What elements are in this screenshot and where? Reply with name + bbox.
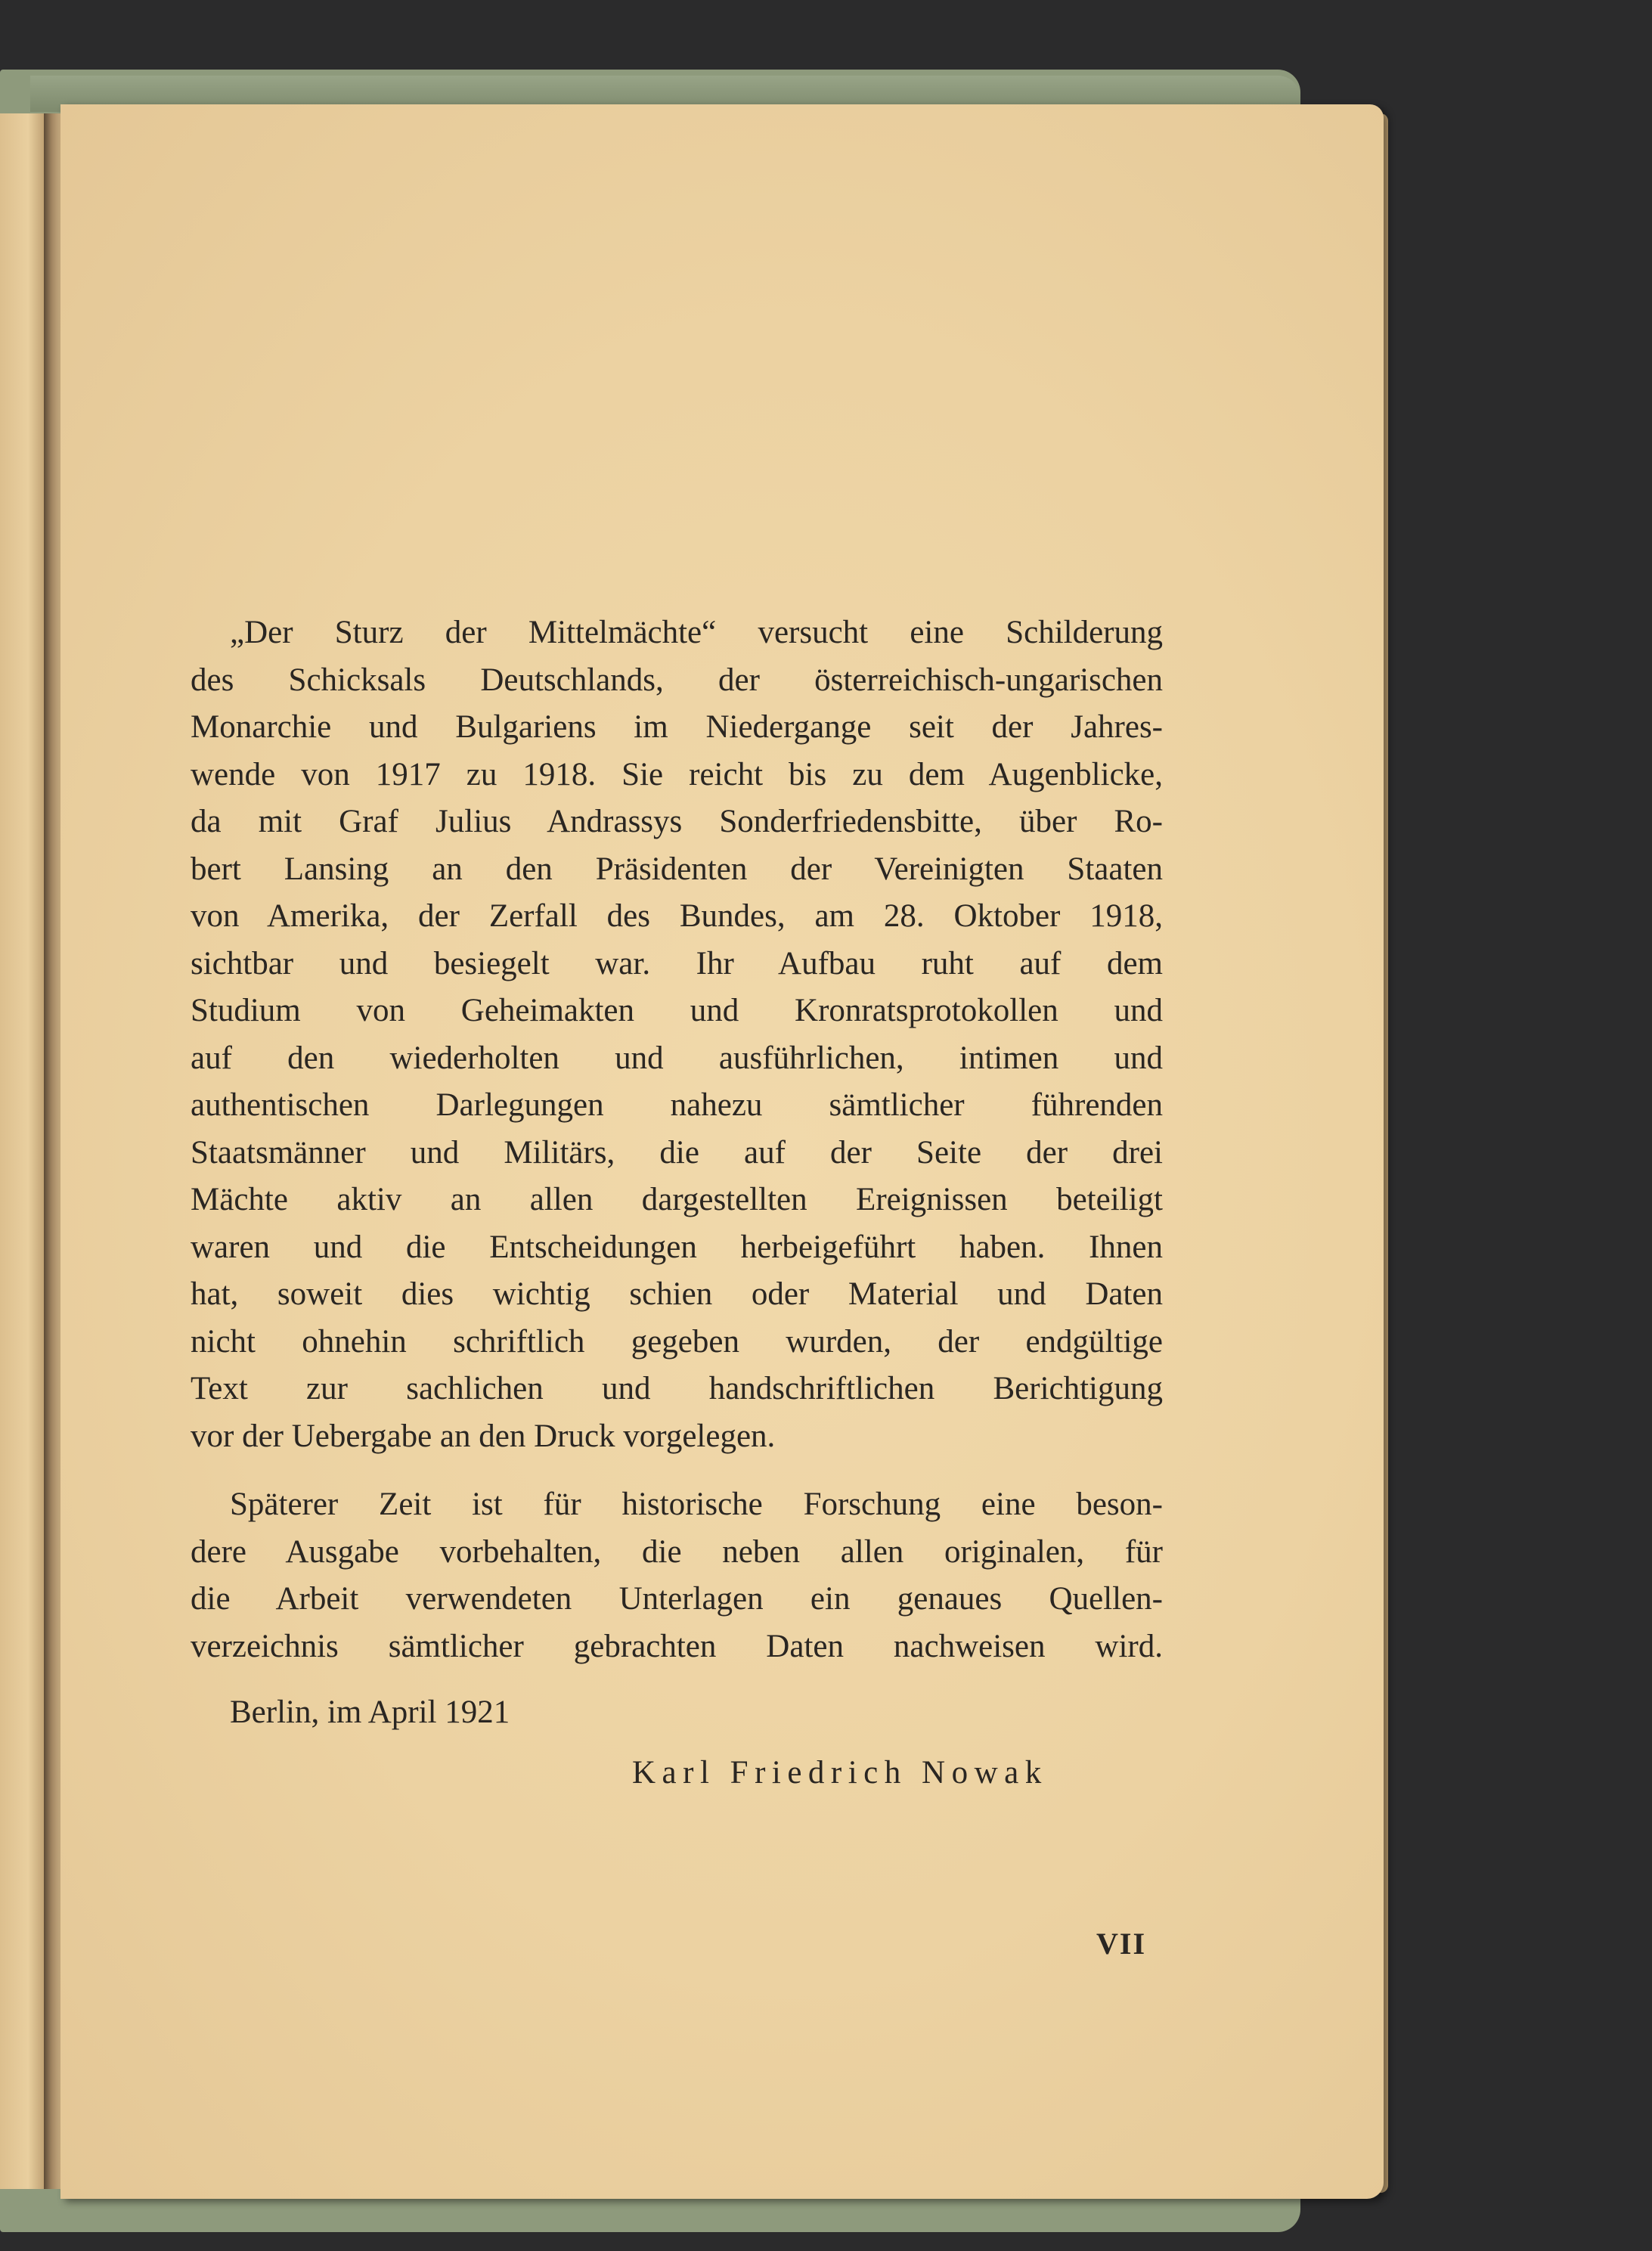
text-line: bert Lansing an den Präsidenten der Vereinigten Staaten <box>191 851 1163 887</box>
text-line: vor der Uebergabe an den Druck vorgelegen. <box>191 1418 776 1454</box>
text-line: von Amerika, der Zerfall des Bundes, am 28. Oktober 1918, <box>191 898 1163 934</box>
text-line: hat, soweit dies wichtig schien oder Material und Daten <box>191 1276 1163 1312</box>
text-line: da mit Graf Julius Andrassys Sonderfriedensbitte, über Ro- <box>191 804 1163 839</box>
text-line: Studium von Geheimakten und Kronratsprotokollen und <box>191 993 1163 1028</box>
left-page-edge <box>0 113 47 2189</box>
text-line: des Schicksals Deutschlands, der österreichisch-ungarischen <box>191 662 1163 698</box>
text-line: verzeichnis sämtlicher gebrachten Daten nachweisen wird. <box>191 1628 1163 1664</box>
text-line: dere Ausgabe vorbehalten, die neben allen originalen, für <box>191 1533 1163 1570</box>
text-line: Mächte aktiv an allen dargestellten Ereignissen beteiligt <box>191 1182 1163 1217</box>
text-line: sichtbar und besiegelt war. Ihr Aufbau ruht auf dem <box>191 945 1163 981</box>
text-line: „Der Sturz der Mittelmächte“ versucht eine Schilderung <box>230 615 1163 650</box>
text-line: waren und die Entscheidungen herbeigeführt haben. Ihnen <box>191 1229 1163 1265</box>
paragraph-gap <box>191 1460 1163 1481</box>
text-line: nicht ohnehin schriftlich gegeben wurden, der endgültige <box>191 1323 1163 1360</box>
text-line: Späterer Zeit ist für historische Forschung eine beson- <box>230 1487 1163 1522</box>
place-date: Berlin, im April 1921 <box>230 1694 510 1730</box>
text-line: Staatsmänner und Militärs, die auf der Seite der drei <box>191 1134 1163 1170</box>
text-line: Monarchie und Bulgariens im Niedergange seit der Jahres- <box>191 709 1163 745</box>
text-line: authentischen Darlegungen nahezu sämtlicher führenden <box>191 1087 1163 1123</box>
text-line: die Arbeit verwendeten Unterlagen ein genaues Quellen- <box>191 1581 1163 1617</box>
page-number: VII <box>1096 1927 1147 1961</box>
author-signature: Karl Friedrich Nowak <box>632 1755 1048 1791</box>
text-line: Text zur sachlichen und handschriftlichen Berichtigung <box>191 1371 1163 1406</box>
text-line: auf den wiederholten und ausführlichen, intimen und <box>191 1040 1163 1076</box>
text-line: wende von 1917 zu 1918. Sie reicht bis zu dem Augenblicke, <box>191 756 1163 792</box>
body-text <box>191 609 1163 1670</box>
